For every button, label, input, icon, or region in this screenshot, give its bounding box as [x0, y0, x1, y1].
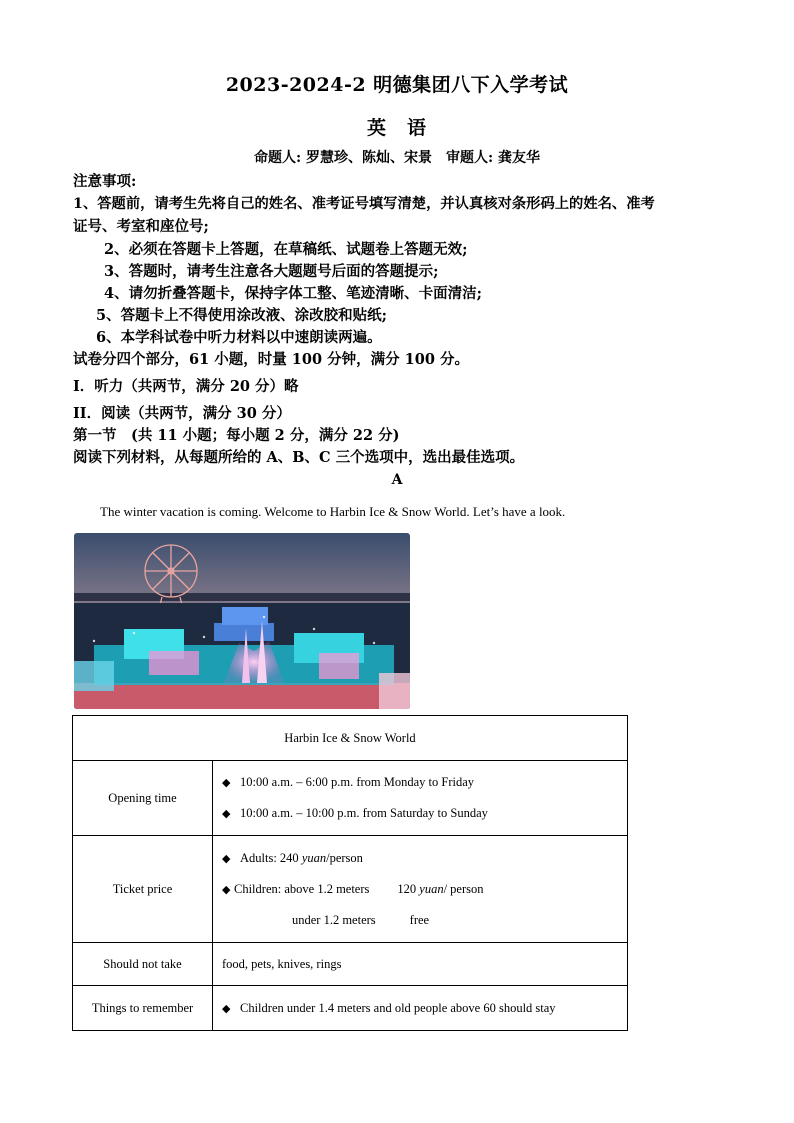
diamond-bullet-icon: ◆ [222, 883, 231, 896]
info-table [72, 715, 628, 1031]
children-free-line: under 1.2 meters free [292, 912, 430, 927]
diamond-bullet-icon: ◆ [222, 1002, 231, 1015]
opening-time-cell [213, 761, 628, 836]
authors-line: 命题人: 罗慧珍、陈灿、宋景 审题人: 龚友华 [253, 150, 541, 166]
notice-item-2: 2、必须在答题卡上答题，在草稿纸、试题卷上答题无效; [104, 241, 468, 258]
ticket-price-cell [213, 836, 628, 943]
opening-line-weekend: ◆ 10:00 a.m. – 10:00 p.m. from Saturday to Sunday [222, 798, 626, 829]
exam-summary: 试卷分四个部分，61 小题，时量 100 分钟，满分 100 分。 [73, 351, 469, 368]
notice-heading: 注意事项: [73, 173, 137, 190]
section-listening: I．听力（共两节，满分 20 分）略 [73, 378, 299, 395]
ice-festival-photo [74, 533, 410, 709]
diamond-bullet-icon: ◆ [222, 777, 231, 789]
should-not-take-label: Should not take [73, 943, 213, 986]
children-price-line: ◆ Children: above 1.2 meters 120 yuan/ person [222, 874, 626, 905]
subject-title: 英 语 [366, 117, 427, 139]
table-header: Harbin Ice & Snow World [73, 716, 628, 761]
reading-instruction: 阅读下列材料，从每题所给的 A、B、C 三个选项中，选出最佳选项。 [73, 449, 525, 466]
opening-time-label: Opening time [73, 761, 213, 836]
ticket-price-label: Ticket price [73, 836, 213, 943]
notice-item-1-line-1: 1、答题前，请考生先将自己的姓名、准考证号填写清楚，并认真核对条形码上的姓名、准考 [73, 196, 655, 212]
passage-intro: The winter vacation is coming. Welcome to Harbin Ice & Snow World. Let’s have a look. [100, 504, 566, 519]
opening-line-weekday: ◆ 10:00 a.m. – 6:00 p.m. from Monday to Friday [222, 767, 626, 798]
notice-item-4: 4、请勿折叠答题卡，保持字体工整、笔迹清晰、卡面清洁; [104, 285, 482, 302]
notice-item-3: 3、答题时，请考生注意各大题题号后面的答题提示; [104, 263, 439, 280]
notice-item-1-line-2: 证号、考室和座位号; [73, 218, 209, 235]
passage-label: A [391, 472, 403, 488]
things-to-remember-label: Things to remember [73, 986, 213, 1031]
things-to-remember-cell: ◆ Children under 1.4 meters and old people above 60 should stay [213, 986, 628, 1031]
diamond-bullet-icon: ◆ [222, 808, 231, 820]
section-reading: II．阅读（共两节，满分 30 分） [73, 405, 291, 422]
should-not-take-value: food, pets, knives, rings [213, 943, 628, 986]
notice-item-5: 5、答题卡上不得使用涂改液、涂改胶和贴纸; [96, 307, 387, 324]
part-1-heading: 第一节 (共 11 小题；每小题 2 分，满分 22 分) [73, 427, 400, 444]
diamond-bullet-icon: ◆ [222, 852, 231, 865]
exam-title: 2023-2024-2 明德集团八下入学考试 [225, 74, 569, 96]
adults-price-line: ◆ Adults: 240 yuan/person [222, 843, 626, 874]
notice-item-6: 6、本学科试卷中听力材料以中速朗读两遍。 [96, 329, 382, 346]
